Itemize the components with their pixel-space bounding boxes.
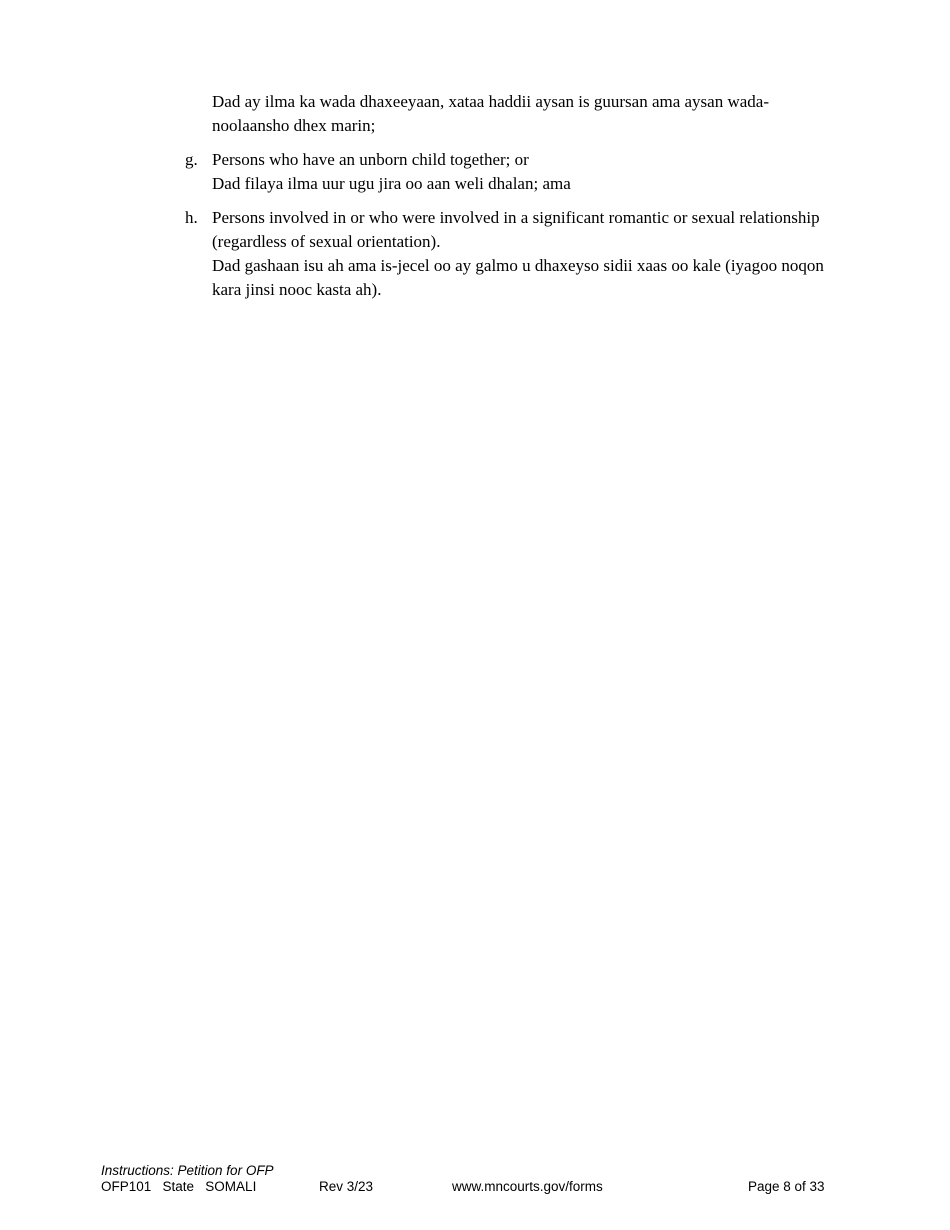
list-item-h xyxy=(185,206,845,302)
footer-form-id: OFP101 State SOMALI xyxy=(101,1179,257,1194)
item-english-text: Persons who have an unborn child together; or xyxy=(212,150,529,169)
item-somali-text: Dad filaya ilma uur ugu jira oo aan weli dhalan; ama xyxy=(212,174,571,193)
page-footer xyxy=(101,1163,831,1196)
continuation-paragraph: Dad ay ilma ka wada dhaxeeyaan, xataa haddii aysan is guursan ama aysan wada-noolaansho dhex marin; xyxy=(212,92,769,135)
list-item-content xyxy=(212,148,845,196)
list-marker: h. xyxy=(185,208,198,227)
footer-url: www.mncourts.gov/forms xyxy=(452,1179,603,1194)
item-somali-text: Dad gashaan isu ah ama is-jecel oo ay galmo u dhaxeyso sidii xaas oo kale (iyagoo noqon kara jinsi nooc kasta ah). xyxy=(212,256,824,299)
footer-revision: Rev 3/23 xyxy=(319,1179,374,1194)
item-english-text: Persons involved in or who were involved in a significant romantic or sexual relationship (regardless of sexual orientation). xyxy=(212,208,820,251)
list-item-content xyxy=(212,206,845,302)
list-marker: g. xyxy=(185,150,198,169)
list-item-g xyxy=(185,148,845,196)
footer-document-title: Instructions: Petition for OFP xyxy=(101,1163,274,1178)
footer-page-number: Page 8 of 33 xyxy=(748,1179,825,1194)
footer-details-row xyxy=(101,1179,831,1196)
